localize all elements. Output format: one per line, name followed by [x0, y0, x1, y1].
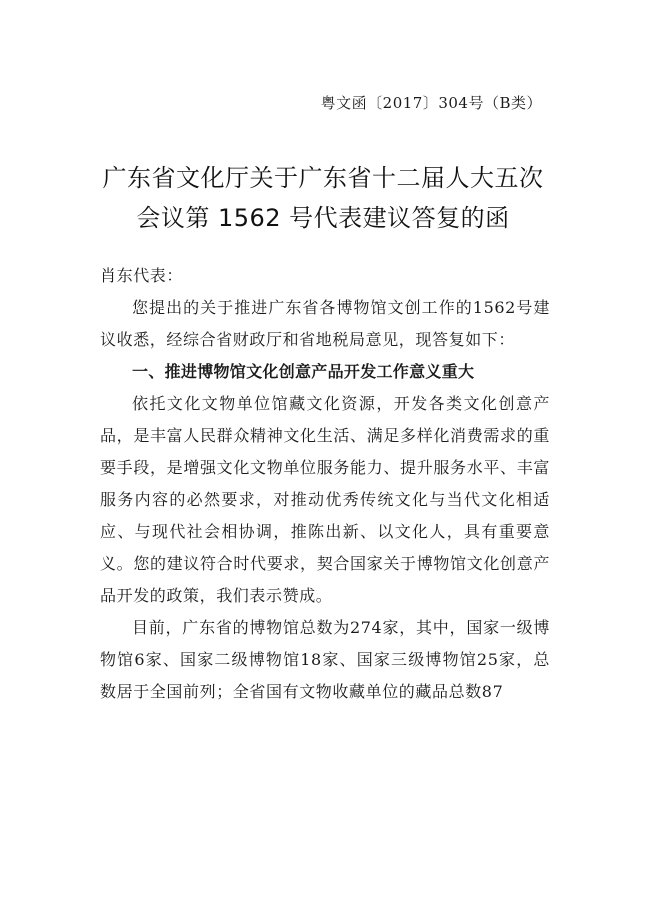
- document-number: 粤文函〔2017〕304号（B类）: [320, 94, 542, 112]
- section-1-paragraph-2: 目前，广东省的博物馆总数为274家，其中，国家一级博物馆6家、国家二级博物馆18家、国家三级博物馆25家，总数居于全国前列；全省国有文物收藏单位的藏品总数87: [100, 618, 550, 701]
- section-1-heading: 一、推进博物馆文化创意产品开发工作意义重大: [132, 362, 475, 381]
- document-title-line-2: 会议第 1562 号代表建议答复的函: [136, 204, 510, 232]
- intro-paragraph: 您提出的关于推进广东省各博物馆文创工作的1562号建议收悉，经综合省财政厅和省地税局意见，现答复如下：: [100, 298, 550, 349]
- document-body: [100, 260, 550, 708]
- document-title-line-1: 广东省文化厅关于广东省十二届人大五次: [102, 164, 544, 192]
- salutation: 肖东代表：: [100, 266, 184, 285]
- section-1-paragraph: 依托文化文物单位馆藏文化资源，开发各类文化创意产品，是丰富人民群众精神文化生活、满足多样化消费需求的重要手段，是增强文化文物单位服务能力、提升服务水平、丰富服务内容的必然要求，对推动优秀传统文化与当代文化相适应、与现代社会相协调，推陈出新、以文化人，具有重要意义。您的建议符合时代要求，契合国家关于博物馆文化创意产品开发的政策，我们表示赞成。: [100, 394, 550, 605]
